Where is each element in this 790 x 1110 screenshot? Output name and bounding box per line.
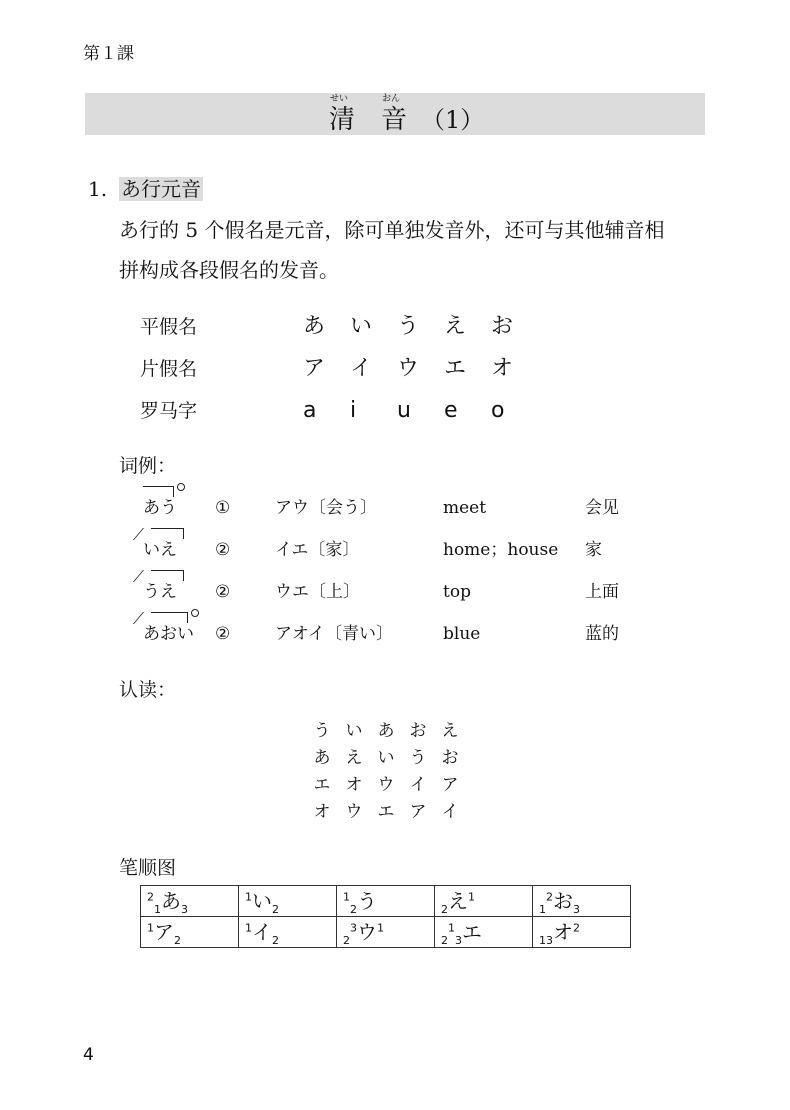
ruby-on: おん	[382, 94, 401, 104]
stroke-row	[141, 917, 631, 948]
kana-char: e	[444, 398, 458, 423]
kana-char: あ	[303, 314, 326, 339]
accent-line-icon	[151, 528, 184, 539]
stroke-label: 笔顺图	[119, 857, 177, 879]
drill-char: エ	[313, 775, 331, 795]
accent-line-icon	[143, 486, 174, 497]
section-heading: あ行元音	[121, 177, 201, 201]
stroke-cell	[435, 917, 533, 948]
title-char-1: 清	[329, 105, 356, 135]
drill-char: お	[409, 721, 427, 741]
example-english: home；house	[443, 540, 559, 560]
stroke-number: 2	[573, 921, 580, 935]
stroke-char: い	[252, 889, 272, 913]
kana-char: o	[491, 398, 505, 423]
example-chinese: 蓝的	[585, 624, 619, 644]
example-katakana: ウエ〔上〕	[275, 582, 360, 602]
stroke-number: 3	[455, 934, 462, 947]
drill-char: え	[345, 748, 363, 768]
example-kana: あう	[143, 498, 177, 518]
stroke-number: 2	[350, 903, 357, 916]
drill-char: オ	[345, 775, 363, 795]
stroke-number: 1	[245, 890, 252, 904]
example-english: meet	[443, 498, 487, 518]
kana-char: u	[397, 398, 411, 423]
stroke-number: 2	[272, 934, 279, 947]
kana-char: i	[350, 398, 357, 423]
drill-char: オ	[313, 802, 331, 822]
kana-char: イ	[350, 356, 373, 381]
stroke-number: 1	[147, 921, 154, 935]
stroke-number: 3	[546, 934, 553, 947]
stroke-number: 1	[448, 921, 455, 935]
stroke-cell	[141, 917, 239, 948]
stroke-row	[141, 886, 631, 917]
stroke-number: 3	[350, 921, 357, 935]
example-chinese: 家	[585, 540, 602, 560]
drill-char: う	[409, 748, 427, 768]
drill-char: ア	[441, 775, 459, 795]
title-bar	[85, 93, 705, 135]
stroke-cell	[141, 886, 239, 917]
stroke-number: 1	[539, 934, 546, 947]
ruby-sei: せい	[330, 94, 349, 104]
drill-char: え	[441, 721, 459, 741]
stroke-number: 2	[343, 934, 350, 947]
page-number: 4	[83, 1045, 94, 1065]
stroke-char: イ	[252, 920, 272, 944]
kana-row-label: 罗马字	[140, 400, 198, 422]
kana-char: a	[303, 398, 317, 423]
section-number: 1.	[88, 177, 108, 201]
example-english: top	[443, 582, 471, 602]
drill-char: イ	[441, 802, 459, 822]
example-katakana: イエ〔家〕	[275, 540, 360, 560]
reading-label: 认读：	[119, 679, 177, 701]
stroke-char: あ	[161, 889, 181, 913]
title-suffix: （1）	[421, 106, 485, 134]
drill-char: エ	[377, 802, 395, 822]
drill-char: ウ	[377, 775, 395, 795]
example-accent: ②	[215, 582, 231, 602]
stroke-cell	[337, 886, 435, 917]
stroke-order-table	[140, 885, 631, 948]
accent-line-icon	[151, 612, 188, 623]
kana-char: お	[491, 314, 514, 339]
kana-row	[303, 356, 538, 382]
stroke-number: 2	[441, 934, 448, 947]
stroke-number: 3	[181, 903, 188, 916]
stroke-number: 2	[272, 903, 279, 916]
stroke-char: エ	[462, 920, 482, 944]
stroke-cell	[533, 917, 631, 948]
accent-dot-icon	[177, 483, 185, 491]
example-accent: ②	[215, 540, 231, 560]
example-accent: ②	[215, 624, 231, 644]
kana-char: エ	[444, 356, 467, 381]
example-chinese: 上面	[585, 582, 619, 602]
kana-char: う	[397, 314, 420, 339]
stroke-number: 1	[343, 890, 350, 904]
kana-row-label: 片假名	[140, 358, 198, 380]
example-english: blue	[443, 624, 481, 644]
stroke-number: 2	[174, 934, 181, 947]
stroke-number: 3	[573, 903, 580, 916]
drill-char: イ	[409, 775, 427, 795]
stroke-char: オ	[553, 920, 573, 944]
drill-char: お	[441, 748, 459, 768]
example-chinese: 会见	[585, 498, 619, 518]
examples-label: 词例：	[119, 455, 177, 477]
kana-row-label: 平假名	[140, 316, 198, 338]
paragraph-line-2: 拼构成各段假名的发音。	[119, 258, 339, 282]
drill-row	[306, 802, 466, 822]
stroke-cell	[239, 886, 337, 917]
drill-row	[306, 721, 466, 741]
kana-char: オ	[491, 356, 514, 381]
example-katakana: アウ〔会う〕	[275, 498, 377, 518]
stroke-number: 2	[441, 903, 448, 916]
stroke-number: 1	[377, 921, 384, 935]
drill-char: あ	[377, 721, 395, 741]
stroke-char: ア	[154, 920, 174, 944]
drill-char: い	[377, 748, 395, 768]
stroke-char: う	[357, 889, 377, 913]
stroke-char: お	[553, 889, 573, 913]
title-char-2: 音	[381, 105, 408, 135]
kana-char: い	[350, 314, 373, 339]
accent-dot-icon	[191, 609, 199, 617]
stroke-cell	[239, 917, 337, 948]
stroke-number: 2	[546, 890, 553, 904]
stroke-cell	[533, 886, 631, 917]
drill-row	[306, 748, 466, 768]
kana-char: え	[444, 314, 467, 339]
example-katakana: アオイ〔青い〕	[275, 624, 393, 644]
stroke-number: 1	[539, 903, 546, 916]
kana-row	[303, 314, 538, 340]
lesson-header: 第１課	[83, 44, 134, 64]
accent-line-icon	[151, 570, 184, 581]
drill-char: ウ	[345, 802, 363, 822]
kana-row	[303, 398, 538, 424]
stroke-number: 1	[468, 890, 475, 904]
example-kana: いえ	[143, 540, 177, 560]
stroke-cell	[337, 917, 435, 948]
stroke-number: 2	[147, 890, 154, 904]
stroke-number: 1	[154, 903, 161, 916]
stroke-char: ウ	[357, 920, 377, 944]
kana-char: ア	[303, 356, 326, 381]
drill-char: あ	[313, 748, 331, 768]
paragraph-line-1: あ行的 5 个假名是元音，除可单独发音外，还可与其他辅音相	[119, 218, 665, 242]
example-accent: ①	[215, 498, 231, 518]
drill-char: ア	[409, 802, 427, 822]
drill-char: い	[345, 721, 363, 741]
drill-char: う	[313, 721, 331, 741]
stroke-cell	[435, 886, 533, 917]
stroke-char: え	[448, 889, 468, 913]
drill-row	[306, 775, 466, 795]
example-kana: あおい	[143, 624, 194, 644]
example-kana: うえ	[143, 582, 177, 602]
kana-char: ウ	[397, 356, 420, 381]
stroke-number: 1	[245, 921, 252, 935]
